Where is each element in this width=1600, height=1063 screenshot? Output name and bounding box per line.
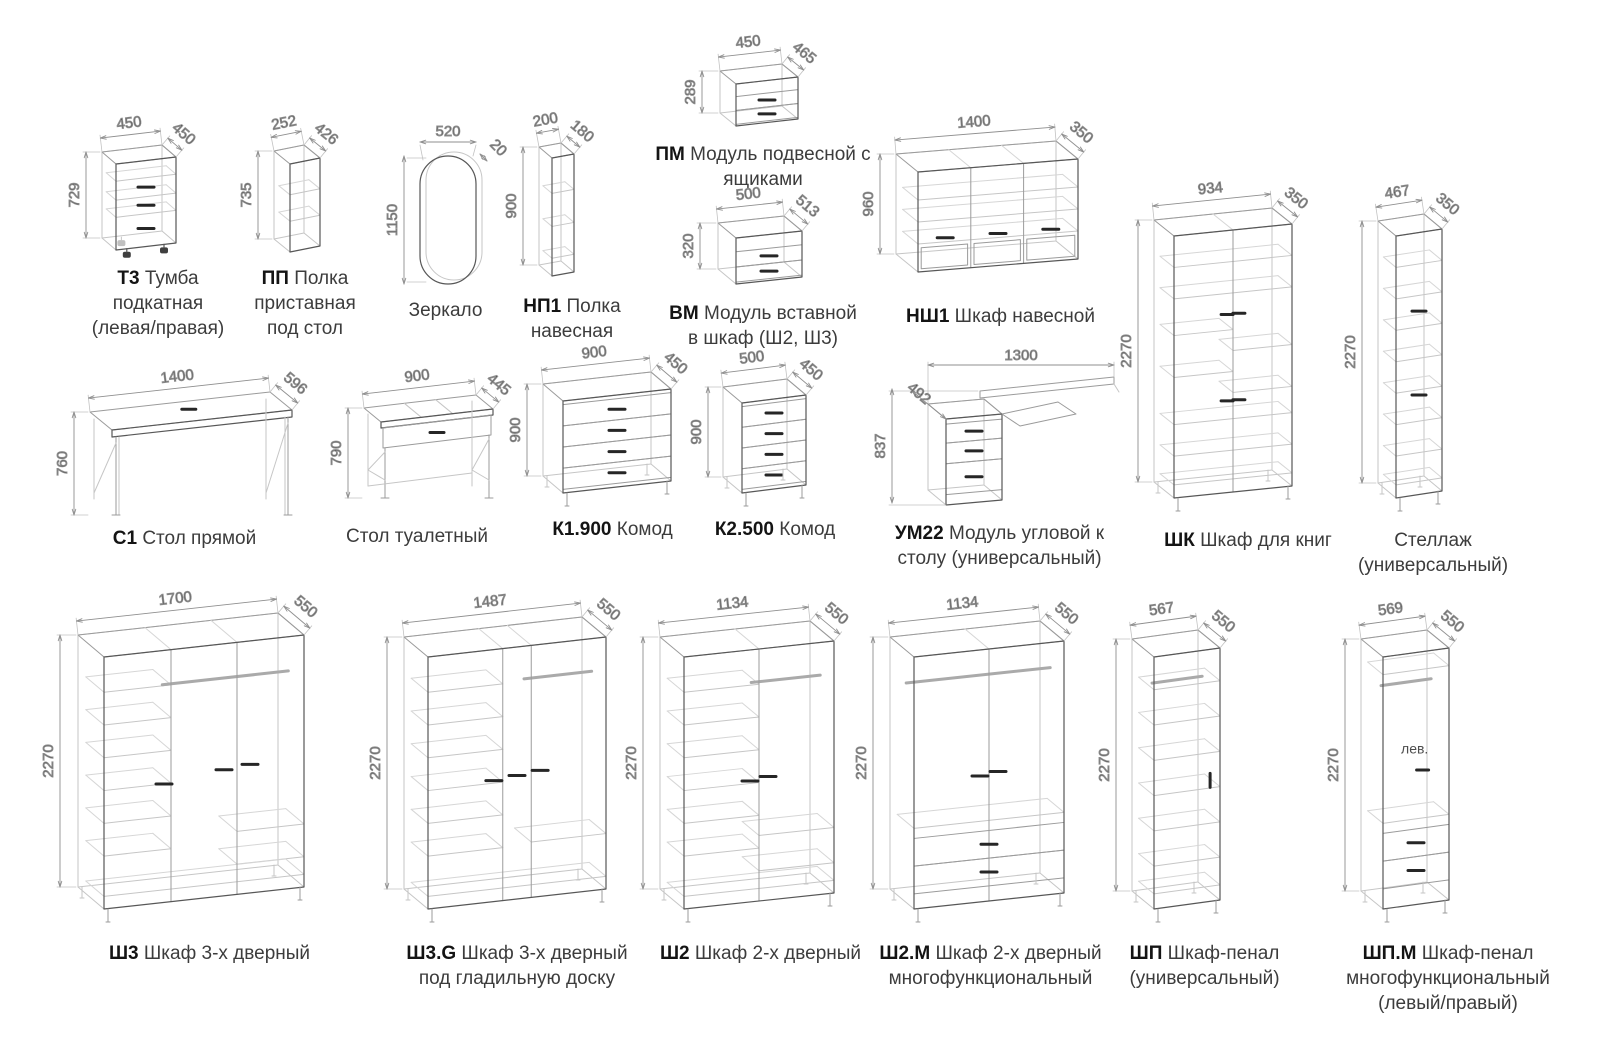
st-caption — [322, 524, 512, 549]
item-sh2m — [853, 585, 1123, 991]
dim-label: 900 — [503, 193, 520, 219]
um22-caption — [882, 521, 1117, 571]
nsh1-name: Шкаф навесной — [954, 306, 1095, 327]
dim-label: 900 — [580, 342, 608, 363]
sh3-name: Шкаф 3-х дверный — [143, 943, 311, 964]
sh2-code: Ш2 — [659, 943, 690, 964]
st-drawing — [322, 362, 512, 520]
s1-drawing — [52, 362, 317, 522]
shk-code: ШК — [1164, 530, 1195, 551]
dim-label: 200 — [531, 109, 560, 131]
k2500-drawing — [688, 345, 854, 513]
k2500-name: Комод — [779, 519, 836, 540]
pm-caption — [648, 142, 878, 192]
item-t3 — [68, 112, 248, 341]
t3-code: Т3 — [117, 268, 140, 289]
stellazh-caption — [1338, 528, 1528, 578]
dim-label: 1400 — [956, 112, 992, 132]
item-stellazh — [1338, 182, 1528, 578]
sh3g-drawing — [367, 585, 662, 937]
np1-name: Полка навесная — [530, 296, 621, 343]
dim-label: 1150 — [384, 203, 401, 237]
nsh1-caption — [868, 304, 1133, 329]
pm-name: Модуль подвесной с ящиками — [690, 144, 871, 191]
dim-label: 450 — [115, 113, 143, 134]
dim-label: 567 — [1148, 599, 1176, 620]
pm-code: ПМ — [655, 144, 685, 165]
k1900-name: Комод — [616, 519, 673, 540]
dim-label: 492 — [903, 378, 934, 409]
shk-caption — [1128, 528, 1368, 553]
pp-code: ПП — [261, 268, 289, 289]
shpm-caption — [1333, 941, 1563, 1016]
dim-label: 467 — [1383, 182, 1411, 203]
dim-label: 2270 — [1096, 748, 1113, 782]
nsh1-drawing — [860, 108, 1133, 300]
sh3g-caption — [390, 941, 645, 991]
shk-name: Шкаф для книг — [1200, 530, 1332, 551]
t3-caption — [83, 266, 233, 341]
item-st — [322, 362, 512, 549]
dim-label: 550 — [821, 599, 852, 629]
dim-label: 900 — [688, 419, 705, 445]
dim-label: 350 — [1066, 118, 1097, 148]
np1-caption — [512, 294, 632, 344]
stellazh-drawing — [1338, 182, 1528, 524]
dim-label: 1487 — [472, 591, 508, 612]
k1900-code: К1.900 — [552, 519, 612, 540]
dim-label: 550 — [1051, 599, 1082, 629]
item-pp — [238, 112, 364, 341]
item-np1 — [503, 109, 632, 344]
dim-label: 837 — [872, 433, 889, 459]
dim-label: 596 — [280, 369, 311, 399]
item-sh3 — [42, 585, 377, 966]
stellazh-name: Стеллаж (универсальный) — [1357, 530, 1509, 577]
dim-label: 1700 — [157, 588, 193, 609]
sh2-caption — [628, 941, 893, 966]
t3-drawing — [68, 112, 248, 262]
pm-drawing — [648, 32, 878, 138]
sh3-caption — [42, 941, 377, 966]
pp-drawing — [238, 112, 364, 262]
item-sh3g — [367, 585, 662, 991]
sh2-name: Шкаф 2-х дверный — [694, 943, 862, 964]
dim-label: 1300 — [1004, 347, 1038, 364]
dim-label: 550 — [593, 595, 624, 625]
shp-drawing — [1096, 585, 1307, 937]
dim-label: 550 — [1208, 607, 1239, 637]
dim-label: 790 — [328, 440, 345, 466]
dim-label: 289 — [682, 79, 699, 105]
vm-caption — [663, 301, 863, 351]
item-shp — [1096, 585, 1307, 991]
dim-label: 252 — [270, 112, 298, 134]
pp-caption — [246, 266, 364, 341]
dim-label: 426 — [311, 119, 342, 149]
t3-name: Тумба подкатная (левая/правая) — [91, 268, 225, 340]
dim-label: 2270 — [1342, 335, 1359, 369]
sh2m-caption — [863, 941, 1118, 991]
st-name: Стол туалетный — [346, 526, 488, 547]
dim-label: 500 — [734, 184, 762, 204]
sh3-code: Ш3 — [108, 943, 139, 964]
dim-label: 729 — [66, 182, 83, 208]
k2500-code: К2.500 — [714, 519, 774, 540]
mirror-drawing — [378, 112, 513, 294]
dim-label: 450 — [734, 32, 762, 53]
shp-caption — [1102, 941, 1307, 991]
shp-code: ШП — [1129, 943, 1163, 964]
dim-label: 550 — [290, 592, 321, 622]
dim-label: 513 — [792, 191, 823, 221]
shp-name: Шкаф-пенал (универсальный) — [1129, 943, 1280, 990]
dim-label: 350 — [1432, 189, 1463, 219]
um22-drawing — [862, 345, 1137, 517]
sh2m-code: Ш2.М — [879, 943, 931, 964]
np1-drawing — [503, 109, 632, 290]
vm-code: ВМ — [669, 303, 699, 324]
item-k1900 — [507, 342, 710, 542]
dim-label: 934 — [1197, 178, 1224, 199]
um22-code: УМ22 — [894, 523, 944, 544]
dim-label: 450 — [168, 119, 199, 149]
dim-label: 350 — [1280, 183, 1312, 213]
vm-drawing — [648, 184, 878, 297]
dim-label: 180 — [566, 116, 598, 146]
item-nsh1 — [860, 108, 1133, 329]
shpm-code: ШП.М — [1362, 943, 1417, 964]
item-um22 — [862, 345, 1137, 571]
dim-label: 445 — [483, 370, 514, 400]
s1-caption — [52, 526, 317, 551]
mirror-caption — [378, 298, 513, 323]
sh3-drawing — [42, 585, 377, 937]
item-shk — [1118, 178, 1368, 553]
item-k2500 — [688, 345, 854, 542]
dim-label: 2270 — [40, 744, 57, 778]
item-mirror — [378, 112, 513, 323]
dim-label: 960 — [860, 191, 877, 217]
k1900-caption — [515, 517, 710, 542]
sh3g-code: Ш3.G — [406, 943, 457, 964]
shpm-name: Шкаф-пенал многофункциональный (левый/правый) — [1346, 943, 1550, 1015]
sh3g-name: Шкаф 3-х дверный под гладильную доску — [418, 943, 628, 990]
dim-label: 569 — [1377, 599, 1405, 620]
dim-label: лев. — [1401, 740, 1429, 757]
dim-label: 500 — [738, 347, 766, 368]
item-shpm — [1325, 585, 1568, 1016]
dim-label: 20 — [486, 135, 511, 160]
sh2m-drawing — [853, 585, 1123, 937]
vm-name: Модуль вставной в шкаф (Ш2, Ш3) — [688, 303, 857, 350]
dim-label: 550 — [1437, 607, 1468, 637]
um22-name: Модуль угловой к столу (универсальный) — [897, 523, 1105, 570]
dim-label: 320 — [680, 233, 697, 259]
dim-label: 2270 — [1325, 748, 1342, 782]
item-vm — [648, 184, 878, 351]
item-s1 — [52, 362, 317, 551]
dim-label: 900 — [507, 417, 524, 443]
dim-label: 1134 — [945, 593, 980, 614]
dim-label: 1400 — [159, 366, 195, 387]
dim-label: 450 — [795, 355, 827, 385]
shk-drawing — [1118, 178, 1368, 524]
pp-name: Полка приставная под стол — [254, 268, 356, 340]
dim-label: 2270 — [367, 746, 384, 780]
dim-label: 760 — [54, 450, 71, 477]
dim-label: 2270 — [853, 746, 870, 780]
nsh1-code: НШ1 — [906, 306, 950, 327]
dim-label: 450 — [660, 348, 691, 378]
np1-code: НП1 — [523, 296, 562, 317]
k2500-caption — [696, 517, 854, 542]
dim-label: 520 — [435, 123, 461, 140]
s1-name: Стол прямой — [142, 528, 257, 549]
dim-label: 1134 — [715, 593, 750, 614]
dim-label: 735 — [238, 182, 255, 208]
shpm-drawing — [1325, 585, 1568, 937]
mirror-name: Зеркало — [408, 300, 483, 321]
item-pm — [648, 32, 878, 192]
dim-label: 900 — [403, 366, 431, 387]
dim-label: 2270 — [623, 746, 640, 780]
s1-code: С1 — [112, 528, 138, 549]
dim-label: 465 — [789, 38, 820, 68]
sh2m-name: Шкаф 2-х дверный многофункциональный — [888, 943, 1102, 990]
k1900-drawing — [507, 342, 710, 513]
dim-label: 2270 — [1118, 334, 1135, 368]
